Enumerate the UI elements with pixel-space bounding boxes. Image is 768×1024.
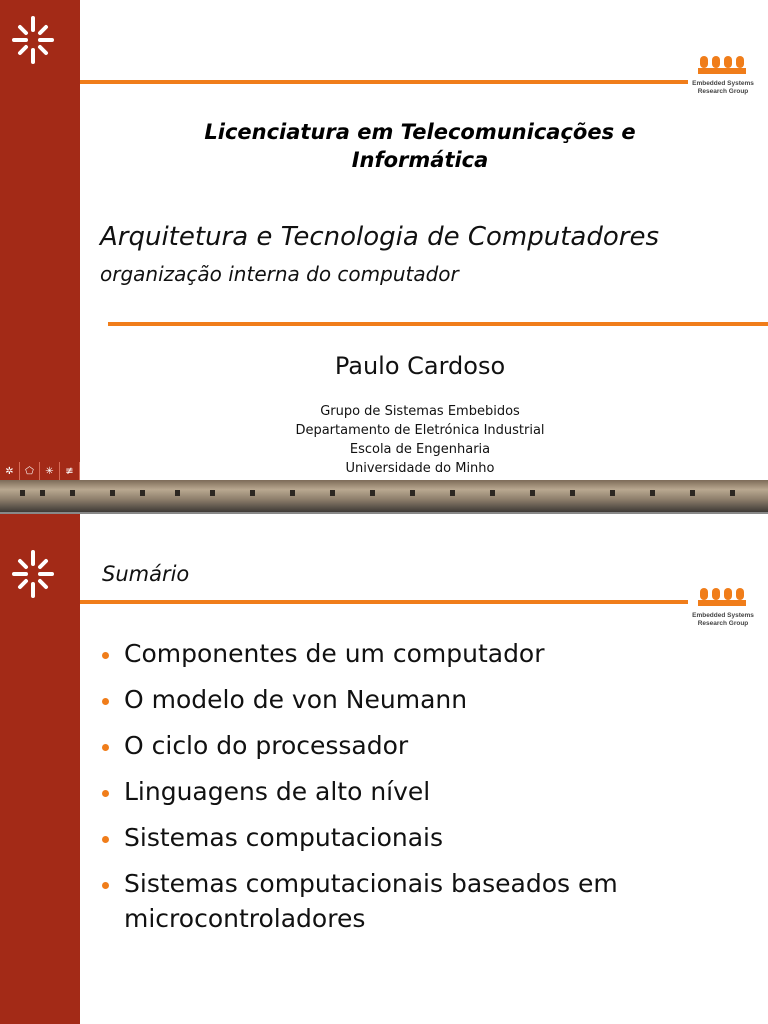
author-name: Paulo Cardoso <box>334 352 506 380</box>
esrg-logo <box>688 56 758 96</box>
affiliation-department: Departamento de Eletrónica Industrial <box>295 423 545 438</box>
university-logo <box>0 534 80 614</box>
building-facades-banner <box>0 480 768 512</box>
list-item <box>100 866 760 936</box>
esrg-label-2: Research Group <box>697 88 749 95</box>
list-item <box>100 636 760 671</box>
affiliation-university: Universidade do Minho <box>345 461 495 476</box>
snowflake-icon: ✳ <box>40 462 60 480</box>
header-line <box>80 600 688 604</box>
summary-heading: Sumário <box>102 562 190 586</box>
bullet-icon <box>102 698 109 705</box>
list-item <box>100 728 760 763</box>
esrg-label-2: Research Group <box>697 620 749 627</box>
university-logo <box>0 0 80 80</box>
degree-title-line-1: Licenciatura em Telecomunicações e <box>204 120 636 144</box>
list-item <box>100 774 760 809</box>
degree-title-line-2: Informática <box>351 148 489 172</box>
list-item <box>100 820 760 855</box>
asterisk-icon: ✲ <box>0 462 20 480</box>
bullet-icon <box>102 790 109 797</box>
bullet-icon <box>102 652 109 659</box>
affiliation <box>100 402 740 478</box>
list-item-text: Linguagens de alto nível <box>124 777 431 806</box>
summary-list <box>100 636 760 947</box>
pentagon-icon: ⬠ <box>20 462 40 480</box>
list-item-text: Sistemas computacionais <box>124 823 444 852</box>
title-divider <box>108 322 768 326</box>
bullet-icon <box>102 882 109 889</box>
list-item-text: O modelo de von Neumann <box>124 685 468 714</box>
footer-icons <box>0 462 80 480</box>
esrg-label-1: Embedded Systems <box>692 80 754 87</box>
course-title: Arquitetura e Tecnologia de Computadores <box>100 222 659 252</box>
esrg-logo <box>688 588 758 628</box>
bullet-icon <box>102 836 109 843</box>
bullet-icon <box>102 744 109 751</box>
course-subtitle: organização interna do computador <box>100 262 459 286</box>
affiliation-school: Escola de Engenharia <box>349 442 491 457</box>
list-item-text: Componentes de um computador <box>124 639 545 668</box>
list-item <box>100 682 760 717</box>
header-line <box>80 80 688 84</box>
degree-title <box>110 118 730 174</box>
esrg-label-1: Embedded Systems <box>692 612 754 619</box>
list-item-text: Sistemas computacionais baseados em microcontroladores <box>124 869 618 933</box>
star-icon: ≢ <box>60 462 80 480</box>
affiliation-group: Grupo de Sistemas Embebidos <box>320 404 520 419</box>
list-item-text: O ciclo do processador <box>124 731 409 760</box>
